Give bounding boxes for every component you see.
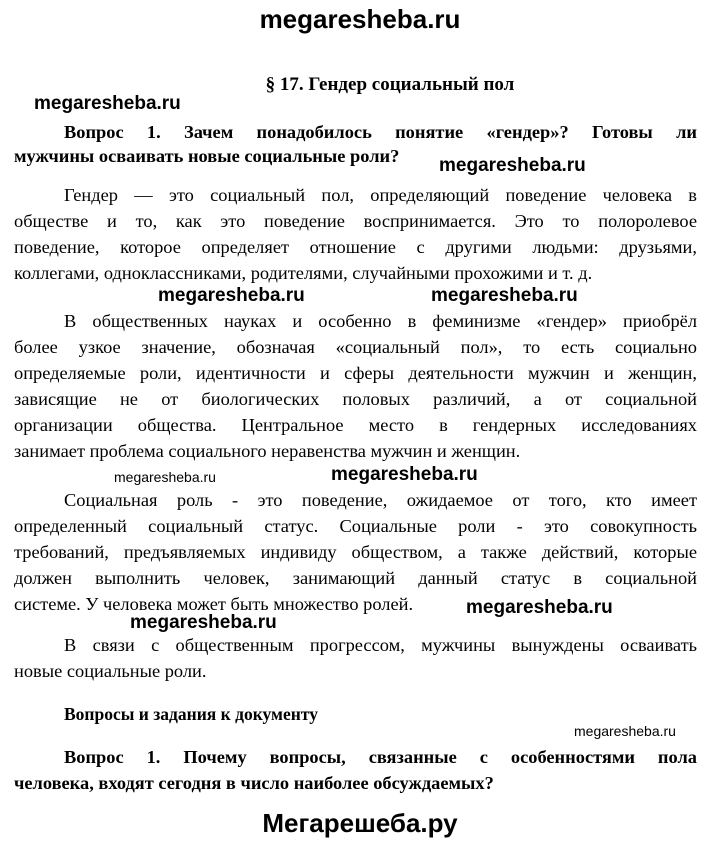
section-heading: Вопросы и задания к документу — [64, 704, 318, 724]
paragraph-line: требований, предъявляемых индивиду обществом, а также действий, которые — [14, 542, 697, 562]
watermark: megaresheba.ru — [331, 464, 478, 485]
watermark: megaresheba.ru — [466, 597, 613, 618]
watermark: megaresheba.ru — [130, 612, 277, 633]
paragraph-line: поведение, которое определяет отношение с другими людьми: друзьями, — [14, 237, 697, 257]
paragraph-line: занимает проблема социального неравенства мужчин и женщин. — [14, 441, 521, 461]
question-line: Вопрос 1. Зачем понадобилось понятие «гендер»? Готовы ли — [64, 122, 697, 142]
question-line: человека, входят сегодня в число наиболее обсуждаемых? — [14, 773, 494, 793]
watermark: megaresheba.ru — [34, 93, 181, 114]
paragraph-line: зависящие не от биологических половых различий, а от социальной — [14, 389, 697, 409]
question-line: Вопрос 1. Почему вопросы, связанные с особенностями пола — [64, 747, 697, 767]
paragraph-line: более узкое значение, обозначая «социальный пол», то есть социально — [14, 337, 697, 357]
watermark: megaresheba.ru — [114, 469, 216, 485]
paragraph-line: определенный социальный статус. Социальные роли - это совокупность — [14, 516, 697, 536]
paragraph-line: новые социальные роли. — [14, 661, 207, 681]
paragraph-line: коллегами, одноклассниками, родителями, случайными прохожими и т. д. — [14, 263, 593, 283]
watermark: megaresheba.ru — [574, 723, 676, 739]
paragraph-line: В общественных науках и особенно в феминизме «гендер» приобрёл — [64, 311, 697, 331]
watermark: megaresheba.ru — [158, 285, 305, 306]
bottom-watermark: Мегарешеба.ру — [262, 808, 458, 838]
paragraph-line: Социальная роль - это поведение, ожидаемое от того, кто имеет — [64, 490, 697, 510]
paragraph-line: Гендер — это социальный пол, определяющий поведение человека в — [64, 185, 697, 205]
paragraph-line: В связи с общественным прогрессом, мужчины вынуждены осваивать — [64, 635, 697, 655]
question-line: мужчины осваивать новые социальные роли? — [14, 146, 400, 166]
watermark: megaresheba.ru — [439, 155, 586, 176]
watermark: megaresheba.ru — [431, 285, 578, 306]
top-watermark: megaresheba.ru — [259, 4, 461, 34]
paragraph-line: обществе и то, как это поведение воспринимается. Это то полоролевое — [14, 211, 697, 231]
paragraph-line: организации общества. Центральное место в гендерных исследованиях — [14, 415, 697, 435]
paragraph-line: должен выполнить человек, занимающий данный статус в социальной — [14, 568, 697, 588]
paragraph-line: системе. У человека может быть множество ролей. — [14, 594, 414, 614]
page-title: § 17. Гендер социальный пол — [265, 74, 515, 95]
paragraph-line: определяемые роли, идентичности и сферы деятельности мужчин и женщин, — [14, 363, 697, 383]
